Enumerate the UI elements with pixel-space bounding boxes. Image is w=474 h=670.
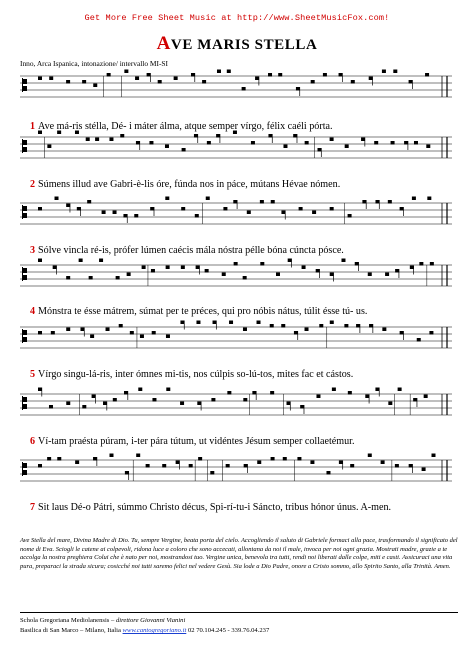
title-initial: A (156, 33, 171, 54)
neume (151, 269, 155, 273)
neume (288, 259, 292, 263)
neume (375, 200, 379, 204)
neume (255, 77, 259, 81)
subtitle: Inno, Arca Ispanica, intonazione/ intervallo MI-SI (20, 59, 168, 68)
neume (368, 273, 372, 277)
neume (365, 395, 369, 399)
neume (165, 145, 169, 149)
footer-sep: – (109, 617, 116, 624)
neume (197, 402, 201, 406)
neume (410, 266, 414, 270)
neume (66, 328, 70, 332)
verse-line-7 (30, 502, 450, 513)
verse-text: Mónstra te ésse mátrem, súmat per te préces, qui pro nóbis nátus, túlit ésse tú- us. (38, 306, 368, 317)
verse-text: Sit laus Dé-o Pátri, súmmo Christo décus, Spi-rí-tu-i Sáncto, tribus hónor únus. A-men. (38, 502, 392, 513)
neume (125, 471, 129, 475)
neume (124, 70, 128, 74)
neume (382, 328, 386, 332)
neume (198, 457, 202, 461)
neume (345, 145, 349, 149)
clef-mark (23, 337, 27, 342)
neume (316, 269, 320, 273)
clef-mark (23, 330, 27, 335)
neume (38, 77, 42, 81)
neume (348, 391, 352, 395)
clef-mark (23, 404, 27, 409)
verse-number: 2 (30, 179, 36, 190)
neume (283, 457, 287, 461)
footer-org-line (20, 617, 185, 624)
footer-director: direttore Giovanni Vianini (115, 617, 186, 624)
neume (227, 70, 231, 74)
neume (268, 73, 272, 77)
neume (299, 207, 303, 211)
neume (388, 200, 392, 204)
neume (165, 197, 169, 201)
neume (113, 211, 117, 215)
neume (138, 388, 142, 392)
neume (319, 324, 323, 328)
neume (166, 335, 170, 339)
neume (166, 388, 170, 392)
neume (430, 262, 434, 266)
footer-divider (20, 612, 458, 613)
neume (86, 138, 90, 142)
clef-mark (23, 470, 27, 475)
neume (348, 214, 352, 218)
neume (425, 73, 429, 77)
neume (47, 145, 51, 149)
neume (182, 148, 186, 152)
neume (89, 276, 93, 280)
verse-text: Ave má-ris stélla, Dé- i máter álma, atque semper vírgo, félix caéli pórta. (38, 121, 333, 132)
neume (93, 457, 97, 461)
verse-text: Sólve vincla ré-is, prófer lúmen caécis mála nóstra pélle bóna cúncta pósce. (38, 245, 344, 256)
neume (127, 273, 131, 277)
neume (119, 324, 123, 328)
neume (271, 200, 275, 204)
neume (385, 273, 389, 277)
neume (49, 405, 53, 409)
neume (350, 464, 354, 468)
neume (427, 197, 431, 201)
neume (87, 200, 91, 204)
verse-text: Ví-tam praésta púram, i-ter pára tútum, ut vidéntes Jésum semper collaetémur. (38, 436, 355, 447)
italian-translation: Ave Stella del mare, Divina Madre di Dio. Tu, sempre Vergine, beata porta del cielo. Accogliendo il saluto di Gabriele formaci alla pace, trasformando il significato del nome di Eva. Sciogli le catene ai colpevoli, ridona luce a coloro che sono accecati, allontana da noi il male, invoca per noi ogni grazia. Mostrati madre, grazie a te accolga la nostra preghiera Colui che è nato per noi, mostrandosi tuo. Vergine unica, benevola tra tutti, rendi noi liberati dalle colpe, miti e casti. Assicuraci una vita pura, preparaci la strada sicura; cosicché noi tutti saremo felici nel vedere Gesù. Sia lode a Dio Padre, onore a Cristo sommo, allo Spirito Santo, alla Trinità. Amen. (20, 537, 458, 570)
neume (116, 276, 120, 280)
neume (412, 197, 416, 201)
neume (77, 207, 81, 211)
neume (242, 87, 246, 91)
neume (382, 70, 386, 74)
clef-mark (23, 463, 27, 468)
clef-mark (23, 268, 27, 273)
footer-website-link[interactable]: www.cantogregoriano.it (122, 627, 187, 634)
neume (351, 80, 355, 84)
neume (38, 331, 42, 335)
neume (191, 73, 195, 77)
neume (381, 461, 385, 465)
neume (302, 266, 306, 270)
neume (152, 331, 156, 335)
neume (330, 273, 334, 277)
clef-mark (23, 213, 27, 218)
verse-text: Vírgo singu-lá-ris, inter ómnes mi-tis, nos cúlpis so-lú-tos, mites fac et cástos. (38, 369, 354, 380)
neume (233, 200, 237, 204)
neume (413, 398, 417, 402)
neume (181, 266, 185, 270)
neume (270, 324, 274, 328)
neume (257, 321, 261, 325)
neume (243, 276, 247, 280)
neume (300, 405, 304, 409)
neume (51, 331, 55, 335)
neume (330, 321, 334, 325)
neume (243, 398, 247, 402)
neume (424, 395, 428, 399)
neume (134, 214, 138, 218)
neume (109, 454, 113, 458)
neume (147, 73, 151, 77)
clef-mark (23, 275, 27, 280)
verse-line-1 (30, 121, 450, 132)
neume (109, 138, 113, 142)
neume (361, 138, 365, 142)
neume (38, 388, 42, 392)
neume (49, 77, 53, 81)
verse-text: Súmens illud ave Gabri-è-lis óre, fúnda nos in páce, mútans Hévae nómen. (38, 179, 341, 190)
neume (400, 207, 404, 211)
neume (176, 461, 180, 465)
verse-line-3 (30, 245, 450, 256)
neume (318, 148, 322, 152)
neume (66, 276, 70, 280)
neume (207, 141, 211, 145)
neume (180, 402, 184, 406)
neume (271, 457, 275, 461)
neume (341, 259, 345, 263)
neume (195, 214, 199, 218)
neume (395, 464, 399, 468)
neume (374, 141, 378, 145)
verse-line-5 (30, 369, 450, 380)
neume (234, 262, 238, 266)
neume (38, 207, 42, 211)
neume (375, 388, 379, 392)
neume (293, 134, 297, 138)
neume (296, 87, 300, 91)
neume (417, 338, 421, 342)
neume (99, 259, 103, 263)
neume (135, 77, 139, 81)
neume (393, 70, 397, 74)
neume (339, 73, 343, 77)
verse-line-6 (30, 436, 450, 447)
neume (136, 141, 140, 145)
neume (57, 457, 61, 461)
neume (93, 84, 97, 88)
neume (149, 141, 153, 145)
neume (223, 207, 227, 211)
neume (180, 321, 184, 325)
neume (426, 145, 430, 149)
neume (213, 321, 217, 325)
neume (414, 141, 418, 145)
neume (166, 266, 170, 270)
neume (432, 454, 436, 458)
neume (226, 464, 230, 468)
neume (194, 134, 198, 138)
neume (305, 328, 309, 332)
neume (251, 141, 255, 145)
title-rest: VE MARIS STELLA (170, 37, 318, 53)
verse-number: 6 (30, 436, 36, 447)
neume (391, 141, 395, 145)
neume (323, 73, 327, 77)
footer-phones: 02 70.104.245 - 339.76.04.237 (186, 627, 270, 634)
neume (356, 324, 360, 328)
neume (305, 141, 309, 145)
neume (330, 207, 334, 211)
footer-org: Schola Gregoriana Mediolanensis (20, 617, 110, 624)
neume (368, 454, 372, 458)
neume (107, 73, 111, 77)
neume (332, 388, 336, 392)
neume (136, 454, 140, 458)
neume (152, 398, 156, 402)
neume (409, 464, 413, 468)
neume (196, 266, 200, 270)
verse-line-4 (30, 306, 450, 317)
neume (92, 395, 96, 399)
neume (422, 468, 426, 472)
neume (281, 324, 285, 328)
neume (244, 464, 248, 468)
neume (339, 461, 343, 465)
neume (312, 211, 316, 215)
neume (158, 80, 162, 84)
neume (369, 77, 373, 81)
neume (206, 197, 210, 201)
neume (189, 464, 193, 468)
neume (79, 259, 83, 263)
neume (211, 398, 215, 402)
neume (330, 138, 334, 142)
neume (66, 80, 70, 84)
neume (362, 200, 366, 204)
clef-mark (23, 86, 27, 91)
neume (142, 266, 146, 270)
neume (316, 395, 320, 399)
neume (355, 262, 359, 266)
footer-address-line (20, 627, 269, 634)
neume (106, 328, 110, 332)
neume (281, 211, 285, 215)
neume (55, 197, 59, 201)
neume (260, 200, 264, 204)
neume (140, 335, 144, 339)
neume (429, 331, 433, 335)
neume (310, 461, 314, 465)
neume (102, 211, 106, 215)
neume (252, 391, 256, 395)
neume (278, 73, 282, 77)
neume (95, 138, 99, 142)
neume (283, 145, 287, 149)
neume (311, 80, 315, 84)
neume (66, 402, 70, 406)
neume (181, 207, 185, 211)
neume (124, 391, 128, 395)
clef-mark (23, 79, 27, 84)
neume (419, 262, 423, 266)
footer-address: Basilica di San Marco – Milano, Italia (20, 627, 123, 634)
neume (229, 321, 233, 325)
neume (388, 402, 392, 406)
neume (210, 471, 214, 475)
neume (260, 262, 264, 266)
neume (103, 402, 107, 406)
neume (82, 405, 86, 409)
neume (227, 391, 231, 395)
neume (344, 324, 348, 328)
neume (216, 134, 220, 138)
neume (146, 464, 150, 468)
clef-mark (23, 147, 27, 152)
neume (369, 324, 373, 328)
verse-number: 3 (30, 245, 36, 256)
neume (257, 461, 261, 465)
neume (150, 207, 154, 211)
neume (174, 77, 178, 81)
clef-mark (23, 397, 27, 402)
neume (217, 70, 221, 74)
neume (395, 269, 399, 273)
verse-line-2 (30, 179, 450, 190)
neume (130, 331, 134, 335)
neume (38, 259, 42, 263)
verse-number: 1 (30, 121, 36, 132)
neume (53, 266, 57, 270)
neume (75, 461, 79, 465)
neume (162, 464, 166, 468)
neume (202, 80, 206, 84)
neume (294, 331, 298, 335)
neume (326, 471, 330, 475)
neume (205, 269, 209, 273)
neume (82, 80, 86, 84)
neume (120, 134, 124, 138)
neume (80, 328, 84, 332)
neume (243, 328, 247, 332)
neume (268, 134, 272, 138)
verse-number: 4 (30, 306, 36, 317)
neume (222, 273, 226, 277)
clef-mark (23, 140, 27, 145)
neume (276, 273, 280, 277)
clef-mark (23, 206, 27, 211)
neume (297, 457, 301, 461)
neume (113, 398, 117, 402)
neume (47, 457, 51, 461)
header-link[interactable]: Get More Free Sheet Music at http://www.SheetMusicFox.com! (84, 13, 390, 23)
neume (196, 321, 200, 325)
verse-number: 7 (30, 502, 36, 513)
neume (404, 141, 408, 145)
neume (66, 204, 70, 208)
neume (38, 464, 42, 468)
neume (90, 335, 94, 339)
neume (247, 211, 251, 215)
neume (400, 331, 404, 335)
verse-number: 5 (30, 369, 36, 380)
neume (287, 402, 291, 406)
neume (409, 80, 413, 84)
neume (270, 391, 274, 395)
neume (123, 214, 127, 218)
neume (398, 388, 402, 392)
